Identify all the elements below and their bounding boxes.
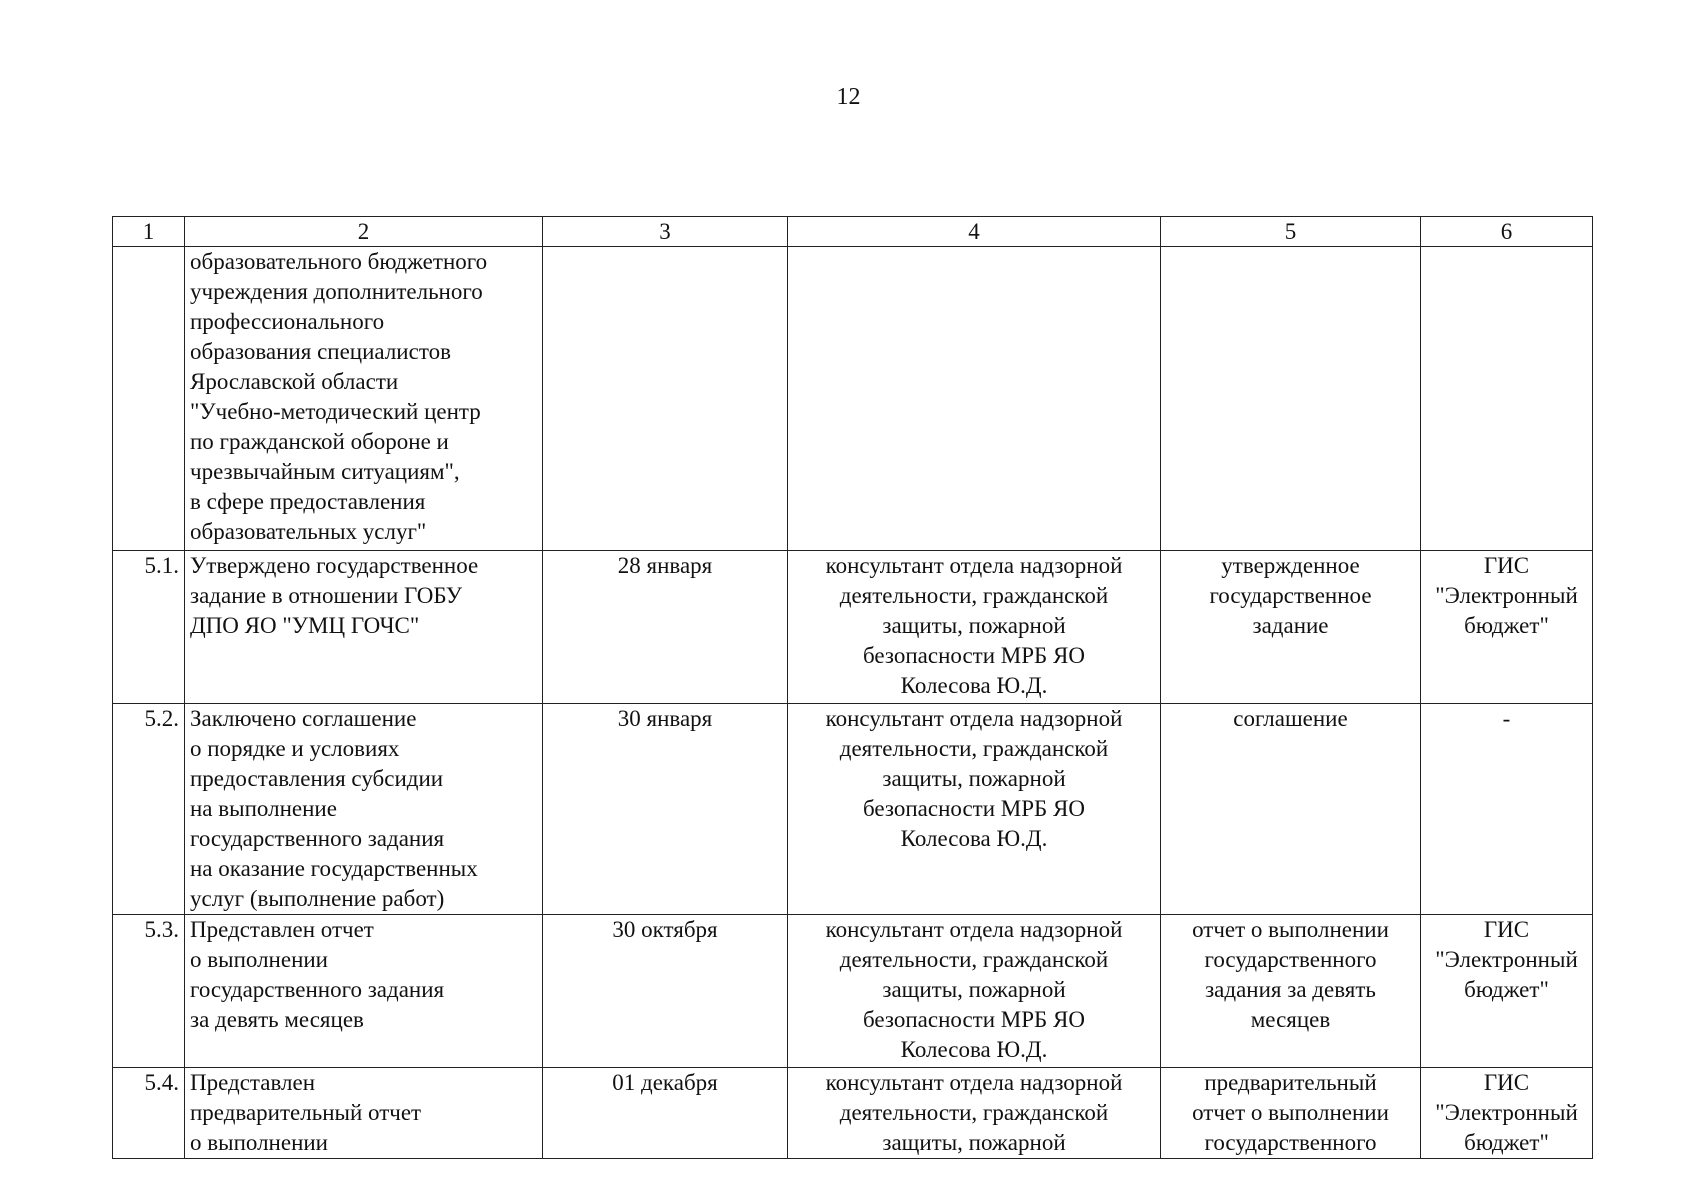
result-doc <box>1161 247 1421 551</box>
info-system: ГИС "Электронный бюджет" <box>1421 1068 1593 1159</box>
column-header: 5 <box>1161 217 1421 247</box>
column-header: 3 <box>543 217 788 247</box>
table-row <box>113 551 1593 704</box>
deadline: 30 января <box>543 704 788 915</box>
column-header: 4 <box>788 217 1161 247</box>
table-row <box>113 704 1593 915</box>
info-system: ГИС "Электронный бюджет" <box>1421 915 1593 1068</box>
deadline: 30 октября <box>543 915 788 1068</box>
info-system <box>1421 247 1593 551</box>
result-doc: утвержденное государственное задание <box>1161 551 1421 704</box>
event-text: Представлен предварительный отчет о выполнении <box>185 1068 543 1159</box>
table-row <box>113 915 1593 1068</box>
responsible <box>788 247 1161 551</box>
row-number: 5.2. <box>113 704 185 915</box>
responsible: консультант отдела надзорной деятельности, гражданской защиты, пожарной безопасности МРБ ЯО Колесова Ю.Д. <box>788 915 1161 1068</box>
event-text: Заключено соглашение о порядке и условиях предоставления субсидии на выполнение государственного задания на оказание государственных услуг (выполнение работ) <box>185 704 543 915</box>
column-header: 2 <box>185 217 543 247</box>
event-text: Утверждено государственное задание в отношении ГОБУ ДПО ЯО "УМЦ ГОЧС" <box>185 551 543 704</box>
table-row <box>113 1068 1593 1159</box>
result-doc: предварительный отчет о выполнении государственного <box>1161 1068 1421 1159</box>
deadline <box>543 247 788 551</box>
event-text: образовательного бюджетного учреждения дополнительного профессионального образования специалистов Ярославской области "Учебно-методический центр по гражданской обороне и чрезвычайным ситуациям", в сфере предоставления образовательных услуг" <box>185 247 543 551</box>
event-text: Представлен отчет о выполнении государственного задания за девять месяцев <box>185 915 543 1068</box>
deadline: 28 января <box>543 551 788 704</box>
plan-table <box>112 216 1593 1159</box>
row-number <box>113 247 185 551</box>
result-doc: соглашение <box>1161 704 1421 915</box>
row-number: 5.3. <box>113 915 185 1068</box>
table-row <box>113 247 1593 551</box>
header-row <box>113 217 1593 247</box>
info-system: - <box>1421 704 1593 915</box>
column-header: 6 <box>1421 217 1593 247</box>
info-system: ГИС "Электронный бюджет" <box>1421 551 1593 704</box>
row-number: 5.1. <box>113 551 185 704</box>
page-number: 12 <box>836 84 861 110</box>
responsible: консультант отдела надзорной деятельности, гражданской защиты, пожарной безопасности МРБ ЯО Колесова Ю.Д. <box>788 704 1161 915</box>
deadline: 01 декабря <box>543 1068 788 1159</box>
column-header: 1 <box>113 217 185 247</box>
row-number: 5.4. <box>113 1068 185 1159</box>
responsible: консультант отдела надзорной деятельности, гражданской защиты, пожарной безопасности МРБ ЯО Колесова Ю.Д. <box>788 551 1161 704</box>
result-doc: отчет о выполнении государственного задания за девять месяцев <box>1161 915 1421 1068</box>
responsible: консультант отдела надзорной деятельности, гражданской защиты, пожарной <box>788 1068 1161 1159</box>
